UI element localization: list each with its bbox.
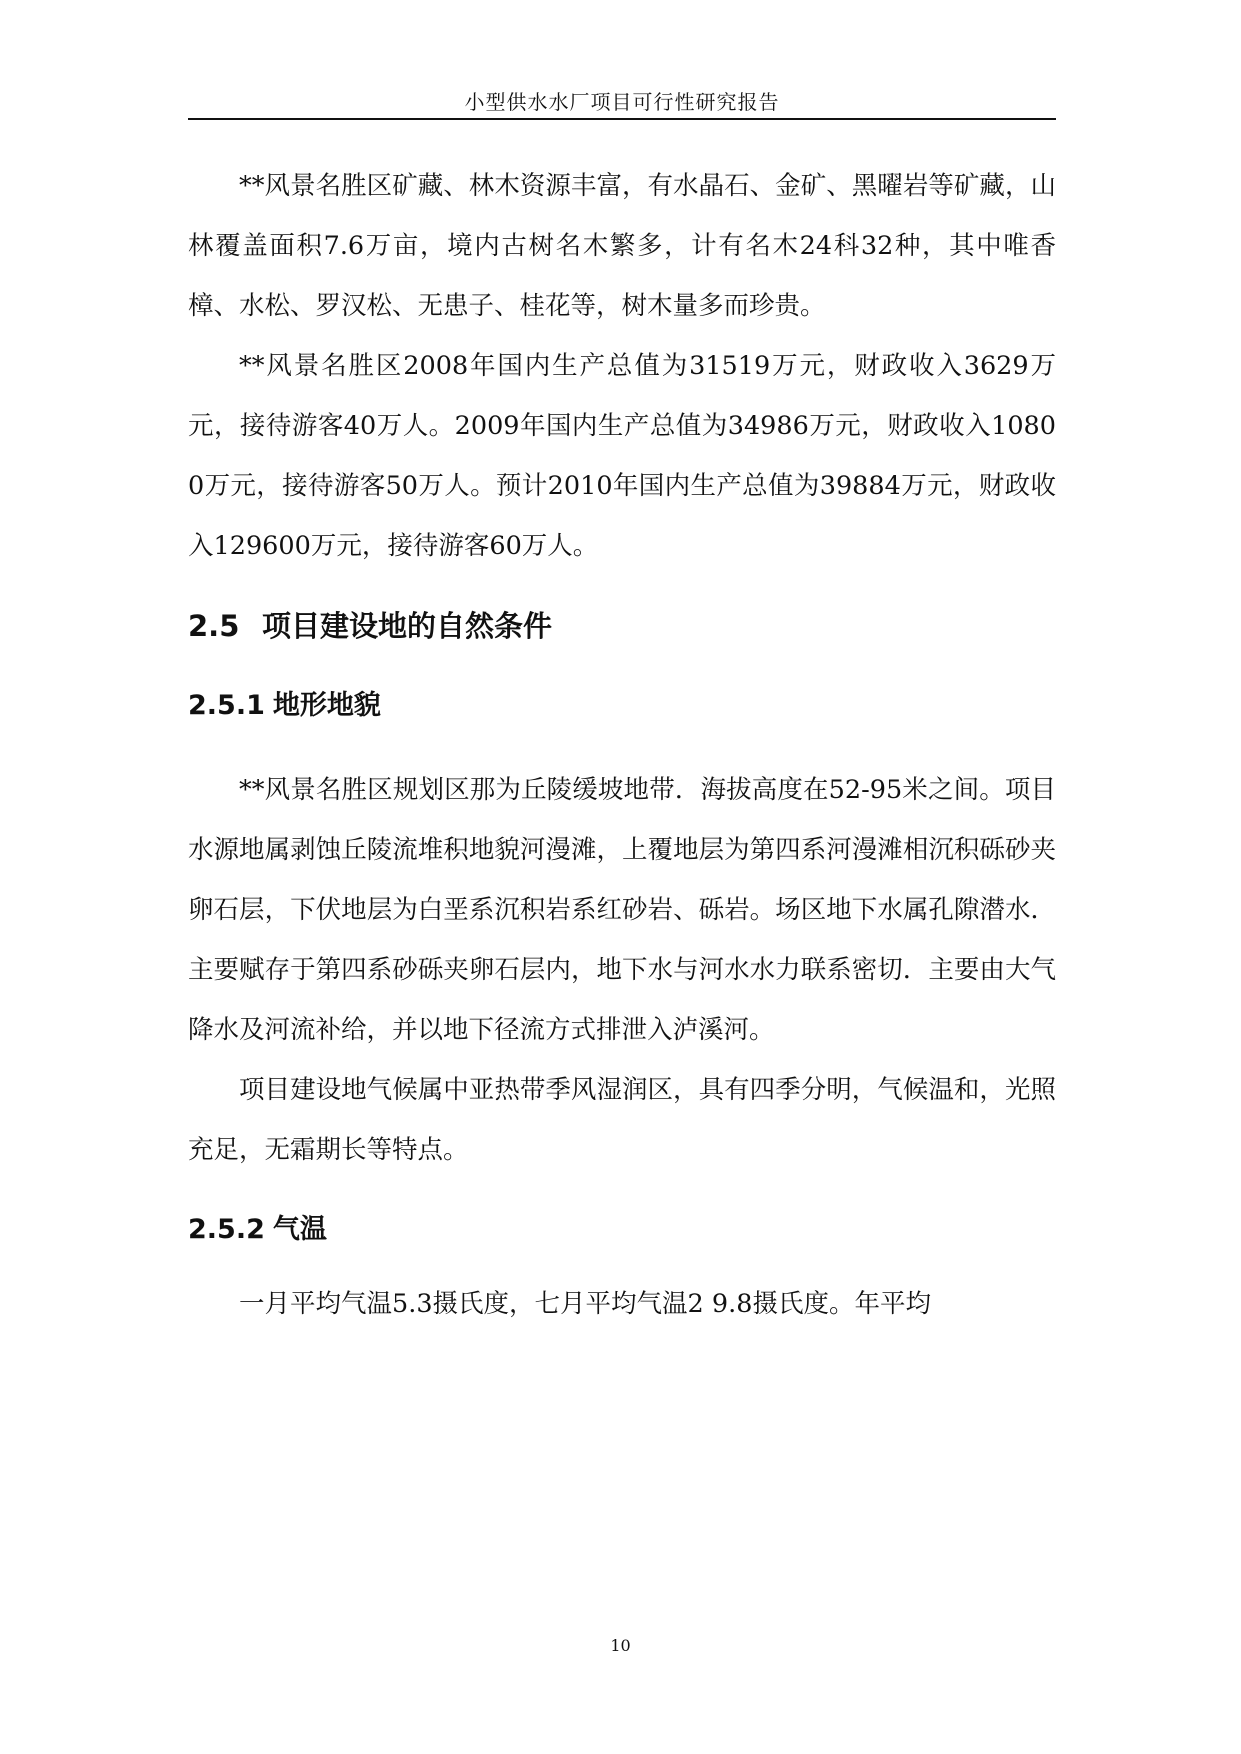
section-heading-2-5 (188, 596, 1056, 656)
section-number: 2.5 (188, 609, 240, 643)
section-title: 气温 (272, 1214, 327, 1245)
section-number: 2.5.1 (188, 690, 265, 721)
section-heading-2-5-1 (188, 676, 1056, 736)
running-header: 小型供水水厂项目可行性研究报告 (464, 90, 780, 114)
section-number: 2.5.2 (188, 1214, 265, 1245)
paragraph-terrain: **风景名胜区规划区那为丘陵缓坡地带．海拔高度在52-95米之间。项目水源地属剥蚀丘陵流堆积地貌河漫滩，上覆地层为第四系河漫滩相沉积砾砂夹卵石层，下伏地层为白垩系沉积岩系红砂岩、砾岩。场区地下水属孔隙潜水．主要赋存于第四系砂砾夹卵石层内，地下水与河水水力联系密切．主要由大气降水及河流补给，并以地下径流方式排泄入泸溪河。 (188, 775, 1056, 1045)
paragraph-economy: **风景名胜区2008年国内生产总值为31519万元，财政收入3629万元，接待游客40万人。2009年国内生产总值为34986万元，财政收入10800万元，接待游客50万人。预计2010年国内生产总值为39884万元，财政收入129600万元，接待游客60万人。 (188, 351, 1056, 561)
page-number: 10 (610, 1636, 631, 1655)
paragraph-climate: 项目建设地气候属中亚热带季风湿润区，具有四季分明，气候温和，光照充足，无霜期长等特点。 (188, 1075, 1056, 1165)
section-title: 地形地貌 (272, 690, 381, 721)
header-divider (188, 118, 1056, 120)
document-body (188, 156, 1056, 1334)
paragraph-temperature: 一月平均气温5.3摄氏度，七月平均气温2 9.8摄氏度。年平均 (239, 1289, 931, 1319)
section-heading-2-5-2 (188, 1200, 1056, 1260)
paragraph-resources: **风景名胜区矿藏、林木资源丰富，有水晶石、金矿、黑曜岩等矿藏，山林覆盖面积7.6万亩，境内古树名木繁多，计有名木24科32种，其中唯香樟、水松、罗汉松、无患子、桂花等，树木量多而珍贵。 (188, 171, 1056, 321)
section-title: 项目建设地的自然条件 (262, 609, 553, 643)
